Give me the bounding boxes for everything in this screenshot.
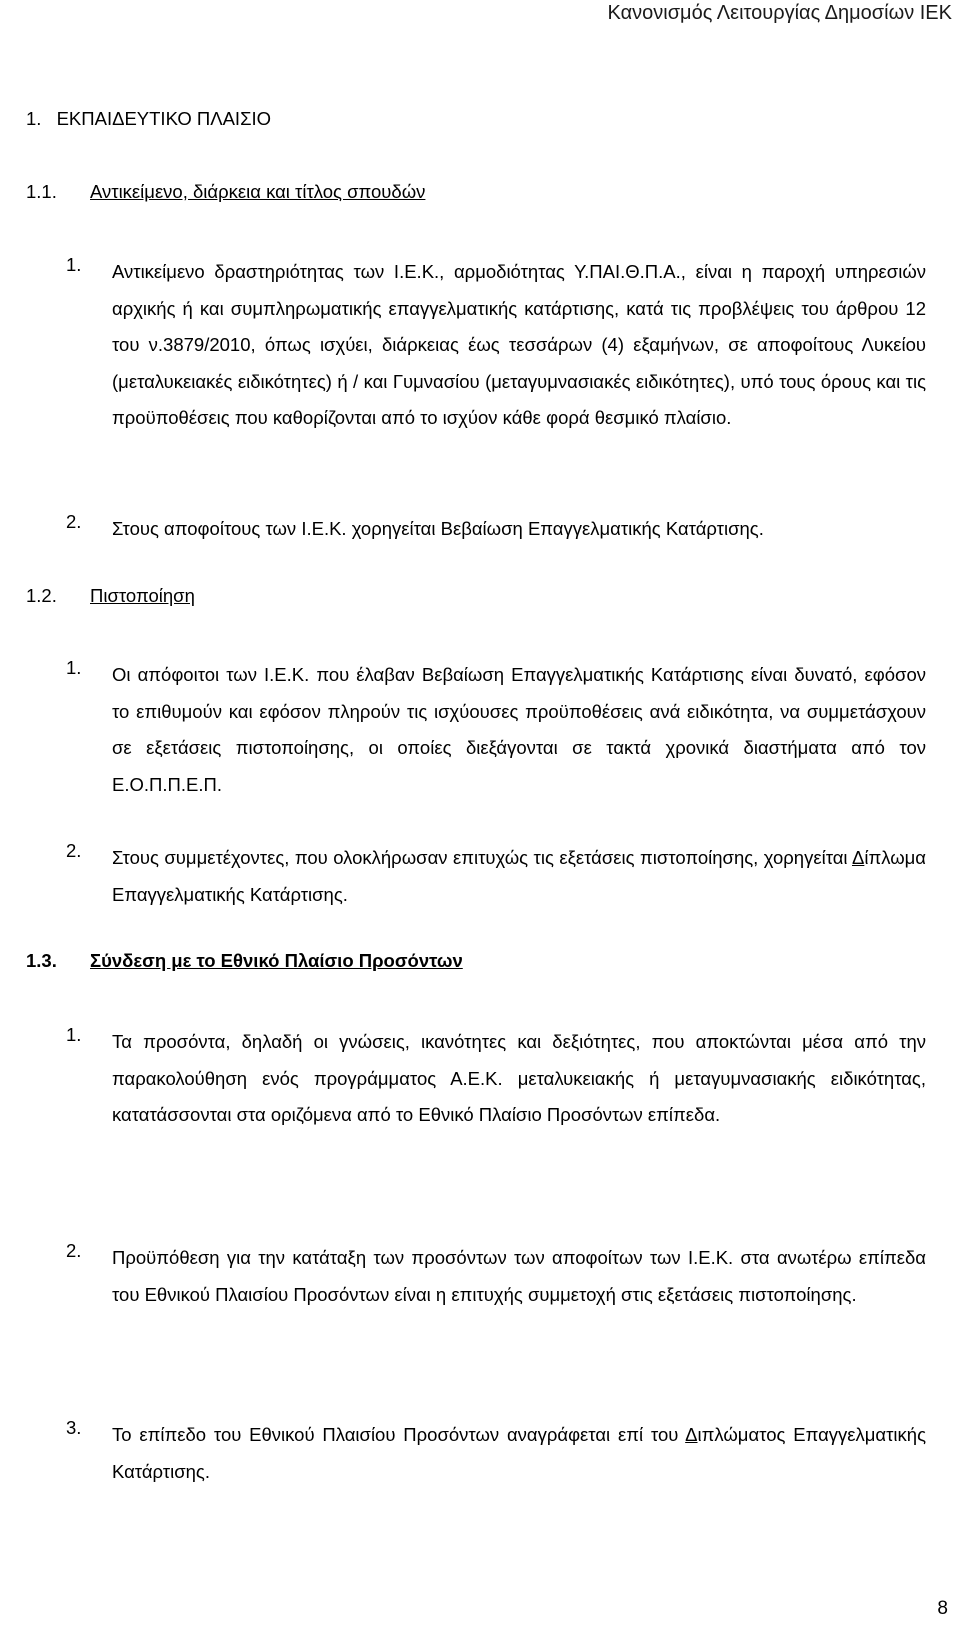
subsection-number: 1.1. <box>26 181 57 202</box>
list-item-number: 3. <box>66 1417 82 1438</box>
list-item <box>26 511 926 548</box>
list-item <box>26 657 926 803</box>
list-item <box>26 1417 926 1490</box>
list-item-number: 2. <box>66 1240 82 1261</box>
list-item <box>26 1024 926 1134</box>
subsection-heading-1-3 <box>26 950 463 972</box>
list-item <box>26 1240 926 1313</box>
list-item-number: 1. <box>66 254 82 275</box>
subsection-heading-1-1 <box>26 181 425 203</box>
subsection-title: Αντικείμενο, διάρκεια και τίτλος σπουδών <box>90 181 426 202</box>
page-number: 8 <box>937 1598 948 1619</box>
list-item-text: Τα προσόντα, δηλαδή οι γνώσεις, ικανότητες και δεξιότητες, που αποκτώνται μέσα από την παρακολούθηση ενός προγράμματος Α.Ε.Κ. μεταλυκειακής ή μεταγυμνασιακής ειδικότητας, κατατάσσονται στα οριζόμενα από το Εθνικό Πλαίσιο Προσόντων επίπεδα. <box>112 1031 926 1126</box>
list-item-text: Αντικείμενο δραστηριότητας των Ι.Ε.Κ., αρμοδιότητας Υ.ΠΑΙ.Θ.Π.Α., είναι η παροχή υπηρεσιών αρχικής ή και συμπληρωματικής επαγγελματικής κατάρτισης, κατά τις προβλέψεις του άρθρου 12 του ν.3879/2010, όπως ισχύει, διάρκειας έως τεσσάρων (4) εξαμήνων, σε αποφοίτους Λυκείου (μεταλυκειακές ειδικότητες) ή / και Γυμνασίου (μεταγυμνασιακές ειδικότητες), υπό τους όρους και τις προϋποθέσεις που καθορίζονται από το ισχύον κάθε φορά θεσμικό πλαίσιο. <box>112 261 927 429</box>
list-item-text: Προϋπόθεση για την κατάταξη των προσόντων των αποφοίτων των Ι.Ε.Κ. στα ανωτέρω επίπεδα του Εθνικού Πλαισίου Προσόντων είναι η επιτυχής συμμετοχή στις εξετάσεις πιστοποίησης. <box>112 1247 926 1305</box>
list-item <box>26 254 926 437</box>
list-item-number: 1. <box>66 1024 82 1045</box>
subsection-heading-1-2 <box>26 585 195 607</box>
subsection-number: 1.2. <box>26 585 57 606</box>
list-item-number: 2. <box>66 511 82 532</box>
section-title: ΕΚΠΑΙΔΕΥΤΙΚΟ ΠΛΑΙΣΙΟ <box>56 108 272 129</box>
subsection-number: 1.3. <box>26 950 57 971</box>
list-item-text: Το επίπεδο του Εθνικού Πλαισίου Προσόντων αναγράφεται επί του Διπλώματος Επαγγελματικής Κατάρτισης. <box>112 1424 926 1482</box>
list-item-number: 1. <box>66 657 82 678</box>
list-item-text: Οι απόφοιτοι των Ι.Ε.Κ. που έλαβαν Βεβαίωση Επαγγελματικής Κατάρτισης είναι δυνατό, εφόσον το επιθυμούν και εφόσον πληρούν τις ισχύουσες προϋποθέσεις ανά ειδικότητα, να συμμετάσχουν σε εξετάσεις πιστοποίησης, οι οποίες διεξάγονται σε τακτά χρονικά διαστήματα από τον Ε.Ο.Π.Π.Ε.Π. <box>112 664 926 795</box>
section-heading <box>26 108 271 130</box>
section-number: 1. <box>26 108 42 129</box>
list-item-number: 2. <box>66 840 82 861</box>
list-item-text: Στους αποφοίτους των Ι.Ε.Κ. χορηγείται Βεβαίωση Επαγγελματικής Κατάρτισης. <box>112 518 764 539</box>
list-item <box>26 840 926 913</box>
running-header: Κανονισμός Λειτουργίας Δημοσίων ΙΕΚ <box>607 2 952 24</box>
subsection-title: Πιστοποίηση <box>90 585 195 606</box>
subsection-title: Σύνδεση με το Εθνικό Πλαίσιο Προσόντων <box>90 950 463 971</box>
list-item-text: Στους συμμετέχοντες, που ολοκλήρωσαν επιτυχώς τις εξετάσεις πιστοποίησης, χορηγείται Δίπλωμα Επαγγελματικής Κατάρτισης. <box>112 847 926 905</box>
